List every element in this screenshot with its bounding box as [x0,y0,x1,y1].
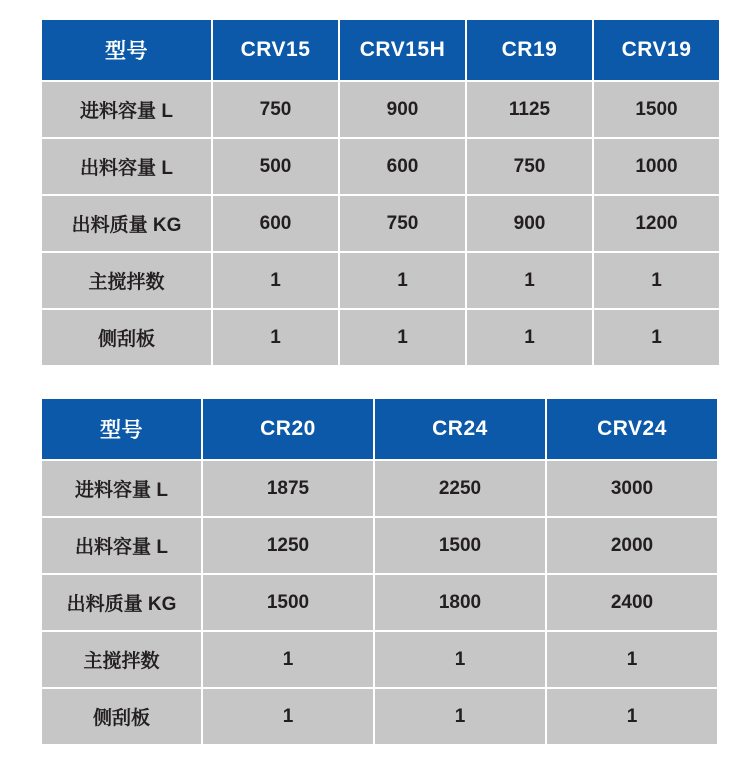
row-label: 出料容量 L [42,139,211,194]
row-value: 1 [203,632,373,687]
row-value: 1 [467,310,592,365]
row-value: 1 [547,632,717,687]
spec-table-2-header [42,399,717,459]
row-label: 主搅拌数 [42,253,211,308]
row-value: 1125 [467,82,592,137]
column-header-crv15h: CRV15H [340,20,465,80]
row-value: 2400 [547,575,717,630]
row-value: 900 [467,196,592,251]
row-label: 出料容量 L [42,518,201,573]
row-value: 1250 [203,518,373,573]
column-header-model: 型号 [42,399,201,459]
row-value: 750 [213,82,338,137]
row-value: 1 [340,310,465,365]
row-value: 2000 [547,518,717,573]
row-value: 1875 [203,461,373,516]
row-label: 出料质量 KG [42,196,211,251]
row-value: 1500 [375,518,545,573]
row-value: 750 [340,196,465,251]
row-label: 进料容量 L [42,82,211,137]
row-value: 1 [594,253,719,308]
table-row [42,461,717,516]
row-label: 主搅拌数 [42,632,201,687]
spec-table-1-header [42,20,719,80]
row-value: 2250 [375,461,545,516]
column-header-crv19: CRV19 [594,20,719,80]
row-value: 1500 [203,575,373,630]
row-value: 3000 [547,461,717,516]
table-row [42,632,717,687]
row-value: 1 [203,689,373,744]
table-row [42,253,719,308]
row-value: 1 [594,310,719,365]
table-row [42,518,717,573]
table-row [42,575,717,630]
spec-table-2 [40,397,719,746]
column-header-crv15: CRV15 [213,20,338,80]
table-row [42,196,719,251]
table-row [42,689,717,744]
row-value: 1 [340,253,465,308]
spec-table-1 [40,18,721,367]
spec-table-2-body [42,461,717,744]
column-header-model: 型号 [42,20,211,80]
table-row [42,310,719,365]
row-value: 1000 [594,139,719,194]
row-value: 1200 [594,196,719,251]
row-value: 1 [467,253,592,308]
row-value: 600 [213,196,338,251]
row-value: 1 [547,689,717,744]
row-value: 900 [340,82,465,137]
row-value: 600 [340,139,465,194]
table-row [42,139,719,194]
table-spacer [40,367,709,397]
row-label: 侧刮板 [42,689,201,744]
row-value: 1500 [594,82,719,137]
column-header-cr20: CR20 [203,399,373,459]
row-value: 750 [467,139,592,194]
row-value: 1 [375,632,545,687]
row-value: 1800 [375,575,545,630]
row-label: 出料质量 KG [42,575,201,630]
column-header-cr24: CR24 [375,399,545,459]
row-value: 1 [213,253,338,308]
row-value: 500 [213,139,338,194]
table-header-row [42,20,719,80]
row-label: 侧刮板 [42,310,211,365]
row-value: 1 [213,310,338,365]
column-header-cr19: CR19 [467,20,592,80]
row-label: 进料容量 L [42,461,201,516]
spec-table-1-body [42,82,719,365]
row-value: 1 [375,689,545,744]
table-row [42,82,719,137]
table-header-row [42,399,717,459]
column-header-crv24: CRV24 [547,399,717,459]
